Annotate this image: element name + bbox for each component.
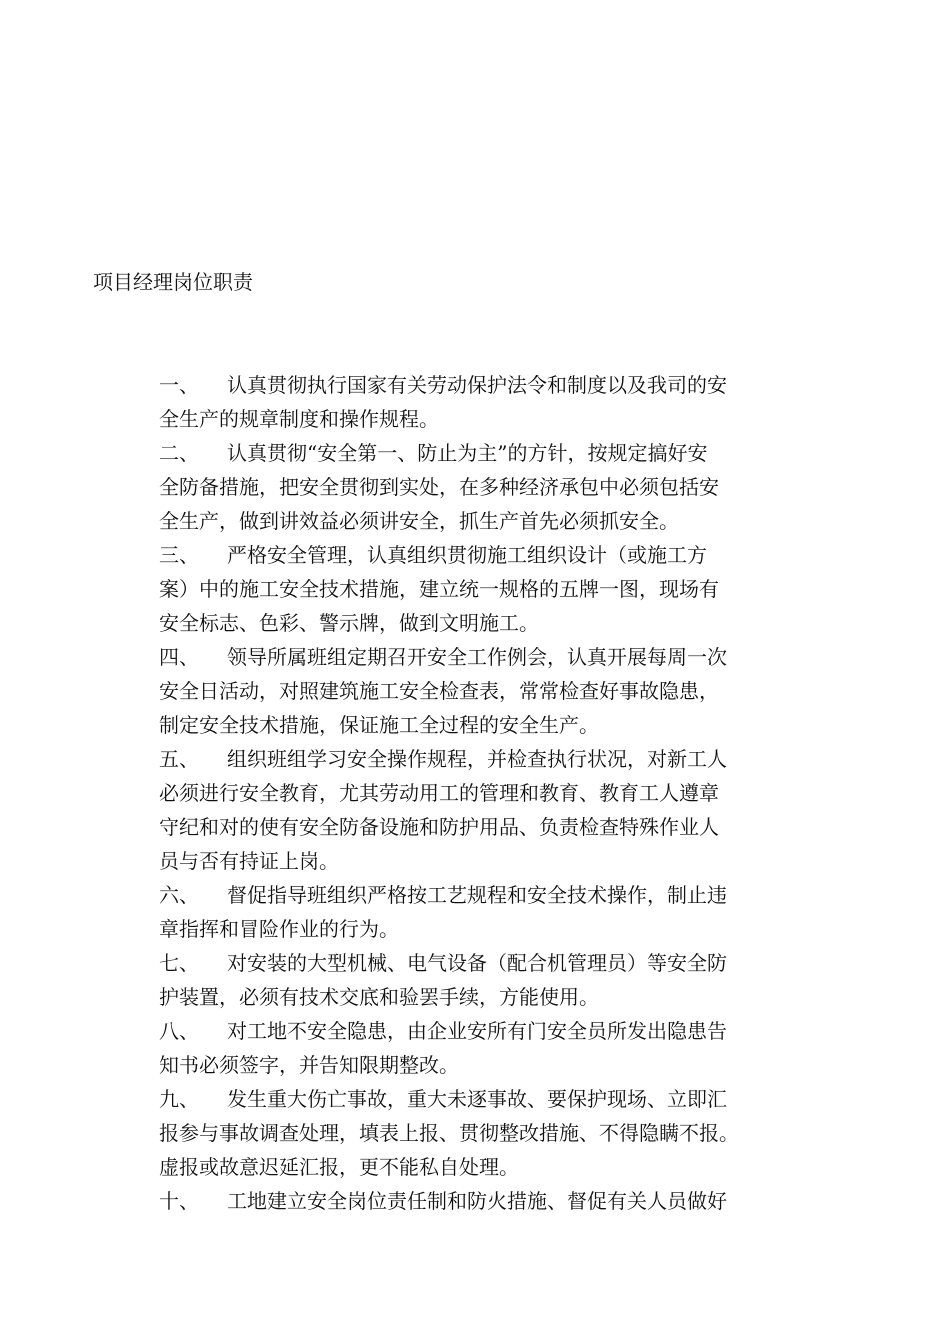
item-number: 四、 — [159, 645, 199, 669]
item-line — [159, 1116, 799, 1150]
item-text: 制定安全技术措施，保证施工全过程的安全生产。 — [159, 713, 599, 737]
item-number: 三、 — [159, 543, 199, 567]
item-line — [159, 1150, 799, 1184]
item-line — [159, 742, 799, 776]
item-line — [159, 470, 799, 504]
item-text: 必须进行安全教育，尤其劳动用工的管理和教育、教育工人遵章 — [159, 781, 719, 805]
item-text: 知书必须签字，并告知限期整改。 — [159, 1053, 459, 1077]
item-line — [159, 708, 799, 742]
document-title: 项目经理岗位职责 — [93, 270, 253, 294]
item-line — [159, 538, 799, 572]
item-text: 护装置，必须有技术交底和验罢手续，方能使用。 — [159, 985, 599, 1009]
item-text: 组织班组学习安全操作规程，并检查执行状况，对新工人 — [227, 747, 727, 771]
responsibility-list — [159, 368, 799, 1218]
item-number: 十、 — [159, 1189, 199, 1213]
item-line — [159, 436, 799, 470]
item-text: 章指挥和冒险作业的行为。 — [159, 917, 399, 941]
item-line — [159, 912, 799, 946]
item-line — [159, 572, 799, 606]
item-line — [159, 674, 799, 708]
list-item — [159, 1184, 799, 1218]
list-item — [159, 436, 799, 538]
list-item — [159, 878, 799, 946]
item-line — [159, 640, 799, 674]
item-text: 报参与事故调查处理，填表上报、贯彻整改措施、不得隐瞒不报。 — [159, 1121, 739, 1145]
item-number: 八、 — [159, 1019, 199, 1043]
item-line — [159, 946, 799, 980]
list-item — [159, 742, 799, 878]
item-text: 案）中的施工安全技术措施，建立统一规格的五牌一图，现场有 — [159, 577, 719, 601]
item-number: 一、 — [159, 373, 199, 397]
item-text: 虚报或故意迟延汇报，更不能私自处理。 — [159, 1155, 519, 1179]
item-number: 五、 — [159, 747, 199, 771]
item-text: 员与否有持证上岗。 — [159, 849, 339, 873]
item-number: 九、 — [159, 1087, 199, 1111]
item-text: 工地建立安全岗位责任制和防火措施、督促有关人员做好 — [227, 1189, 727, 1213]
item-text: 发生重大伤亡事故，重大未逐事故、要保护现场、立即汇 — [227, 1087, 727, 1111]
item-line — [159, 504, 799, 538]
item-line — [159, 402, 799, 436]
item-text: 全防备措施，把安全贯彻到实处，在多种经济承包中必须包括安 — [159, 475, 719, 499]
item-text: 全生产，做到讲效益必须讲安全，抓生产首先必须抓安全。 — [159, 509, 679, 533]
item-text: 领导所属班组定期召开安全工作例会，认真开展每周一次 — [227, 645, 727, 669]
item-text: 对工地不安全隐患，由企业安所有门安全员所发出隐患告 — [227, 1019, 727, 1043]
item-line — [159, 606, 799, 640]
item-text: 守纪和对的使有安全防备设施和防护用品、负责检查特殊作业人 — [159, 815, 719, 839]
list-item — [159, 640, 799, 742]
item-line — [159, 980, 799, 1014]
item-line — [159, 844, 799, 878]
item-line — [159, 1048, 799, 1082]
item-text: 认真贯彻执行国家有关劳动保护法令和制度以及我司的安 — [227, 373, 727, 397]
item-text: 安全日活动，对照建筑施工安全检查表，常常检查好事故隐患， — [159, 679, 719, 703]
item-number: 六、 — [159, 883, 199, 907]
item-line — [159, 1082, 799, 1116]
item-line — [159, 1184, 799, 1218]
list-item — [159, 368, 799, 436]
item-line — [159, 776, 799, 810]
list-item — [159, 1082, 799, 1184]
item-text: 督促指导班组织严格按工艺规程和安全技术操作，制止违 — [227, 883, 727, 907]
item-line — [159, 810, 799, 844]
list-item — [159, 538, 799, 640]
item-number: 二、 — [159, 441, 199, 465]
list-item — [159, 1014, 799, 1082]
item-text: 认真贯彻“安全第一、防止为主”的方针，按规定搞好安 — [227, 441, 708, 465]
item-line — [159, 1014, 799, 1048]
item-number: 七、 — [159, 951, 199, 975]
list-item — [159, 946, 799, 1014]
item-line — [159, 368, 799, 402]
item-text: 对安装的大型机械、电气设备（配合机管理员）等安全防 — [227, 951, 727, 975]
item-text: 严格安全管理，认真组织贯彻施工组织设计（或施工方 — [227, 543, 707, 567]
item-line — [159, 878, 799, 912]
item-text: 安全标志、色彩、警示牌，做到文明施工。 — [159, 611, 539, 635]
item-text: 全生产的规章制度和操作规程。 — [159, 407, 439, 431]
